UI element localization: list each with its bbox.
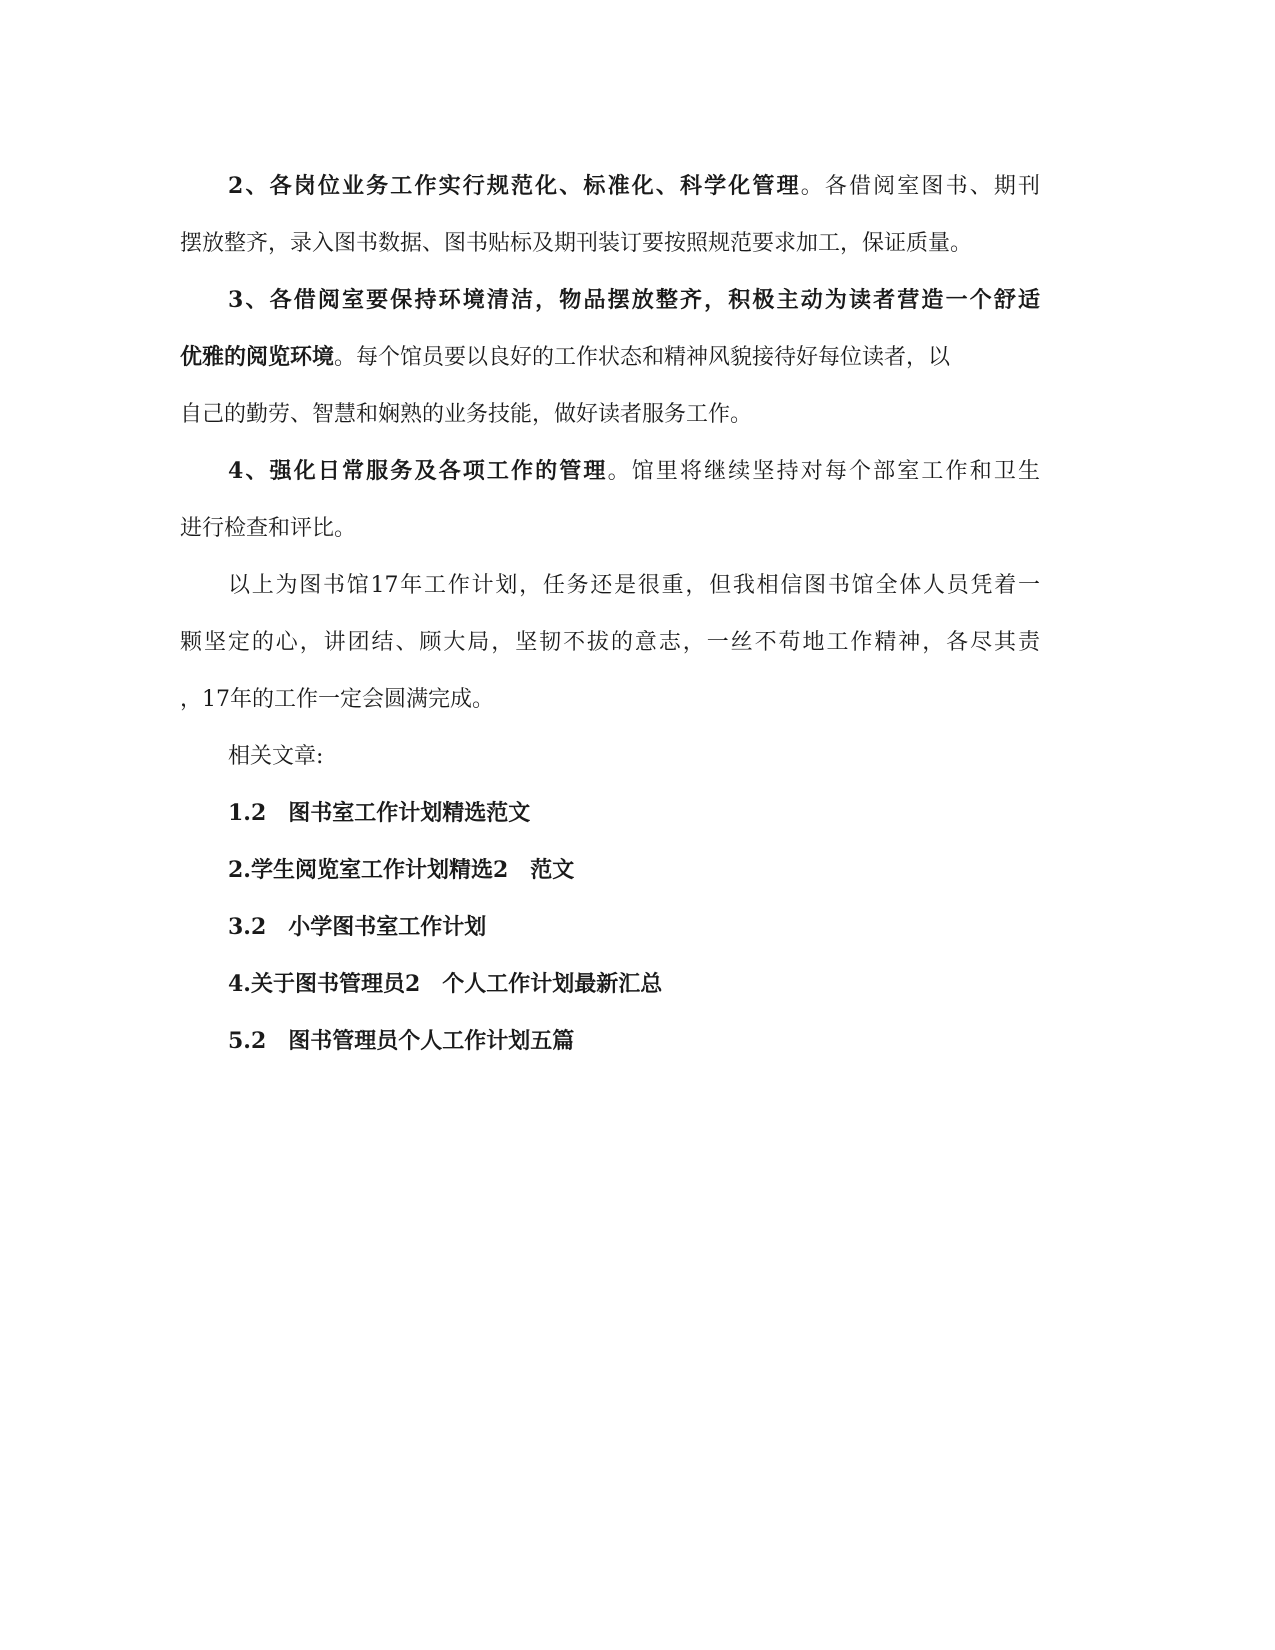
conclusion-line-1: 以上为图书馆17年工作计划，任务还是很重，但我相信图书馆全体人员凭着一 — [228, 573, 1040, 598]
paragraph-3-line-3: 自己的勤劳、智慧和娴熟的业务技能，做好读者服务工作。 — [180, 402, 753, 427]
related-articles-label: 相关文章: — [228, 744, 324, 769]
paragraph-2-heading: 2、各岗位业务工作实行规范化、标准化、科学化管理 — [228, 173, 801, 199]
paragraph-2-line-2: 摆放整齐，录入图书数据、图书贴标及期刊装订要按照规范要求加工，保证质量。 — [180, 231, 973, 256]
paragraph-3-line-2 — [180, 329, 1040, 386]
related-article-title: 个人工作计划最新汇总 — [442, 971, 663, 997]
paragraph-2-line-1 — [180, 158, 1040, 215]
conclusion-line-2: 颗坚定的心，讲团结、顾大局，坚韧不拔的意志，一丝不苟地工作精神，各尽其责 — [180, 630, 1040, 655]
document-page — [180, 158, 1040, 1070]
paragraph-4-line-1 — [180, 443, 1040, 500]
paragraph-4-text: 。馆里将继续坚持对每个部室工作和卫生 — [607, 459, 1040, 484]
conclusion-line-3: ，17年的工作一定会圆满完成。 — [180, 687, 494, 712]
related-article-item[interactable] — [180, 842, 1040, 899]
paragraph-3-heading-end: 优雅的阅览环境 — [180, 344, 335, 370]
related-article-number: 3.2 — [228, 914, 267, 940]
related-article-title: 范文 — [530, 857, 575, 883]
paragraph-4-heading: 4、强化日常服务及各项工作的管理 — [228, 458, 608, 484]
related-article-title: 图书室工作计划精选范文 — [288, 800, 531, 826]
paragraph-3-heading-line-1: 3、各借阅室要保持环境清洁，物品摆放整齐，积极主动为读者营造一个舒适 — [228, 287, 1040, 313]
related-article-item[interactable] — [180, 899, 1040, 956]
related-article-number: 2.学生阅览室工作计划精选2 — [228, 857, 509, 883]
paragraph-2-text: 。各借阅室图书、期刊 — [800, 174, 1040, 199]
related-article-number: 4.关于图书管理员2 — [228, 971, 421, 997]
paragraph-4-line-2: 进行检查和评比。 — [180, 516, 357, 541]
related-article-item[interactable] — [180, 1013, 1040, 1070]
related-article-number: 5.2 — [228, 1028, 267, 1054]
related-article-title: 图书管理员个人工作计划五篇 — [288, 1028, 575, 1054]
paragraph-3-text: 。每个馆员要以良好的工作状态和精神风貌接待好每位读者，以 — [334, 345, 951, 370]
related-article-item[interactable] — [180, 785, 1040, 842]
related-article-title: 小学图书室工作计划 — [288, 914, 487, 940]
related-article-item[interactable] — [180, 956, 1040, 1013]
related-article-number: 1.2 — [228, 800, 267, 826]
